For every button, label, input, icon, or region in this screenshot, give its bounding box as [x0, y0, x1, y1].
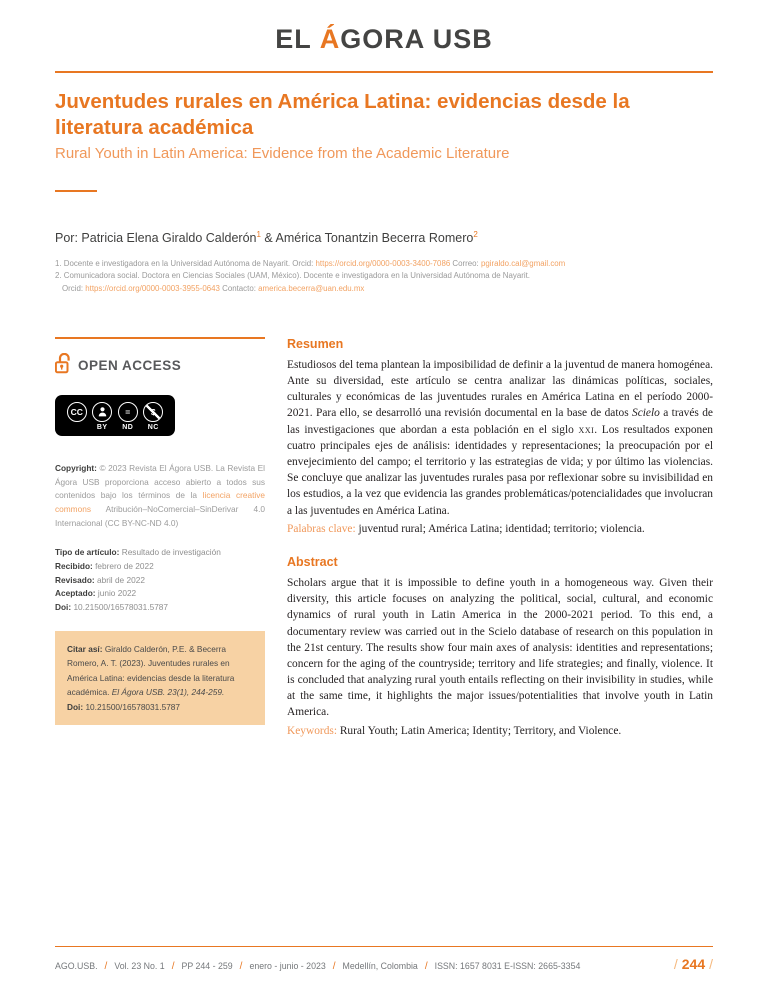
cc-label-row — [64, 424, 166, 431]
cc-nc-icon: $ — [143, 402, 163, 422]
footer-city: Medellín, Colombia — [342, 961, 418, 971]
resumen-paragraph — [287, 357, 713, 519]
footnote-1-mid: Correo: — [450, 259, 481, 269]
title-block — [55, 89, 713, 192]
cc-license-badge[interactable] — [55, 395, 175, 436]
logo-prefix: EL — [275, 24, 320, 54]
resumen-part-a: Estudiosos del tema plantean la imposibilidad de definir a la juventud de manera homogénea. Ante su diversidad, este artículo se centra analizar las dinámicas políticas, sociales, culturales y económicas de las juventudes rurales en América Latina en el período 2000-2021. Para ello, se desarrolló una revisión documental en la base de datos — [287, 358, 713, 420]
page-footer — [55, 946, 713, 973]
author-1-footnote-ref: 1 — [256, 229, 261, 239]
citation-doi-value: 10.21500/16578031.5787 — [83, 701, 181, 712]
footer-row — [55, 956, 713, 972]
abstract-paragraph: Scholars argue that it is impossible to define youth in a homogeneous way. Given their diversity, this article focuses on analyzing the political, social, cultural, and economic dynamics of rural youth in Latin America in the 2000-2021 period. To this end, a documentary review was carried out in the Scielo database of research on this population in the 21st century. The results show four main axes of analysis: identities and representations; concern for the aging of the countryside; territory and life strategies; and finally, violence. It is concluded that analyzing rural youth entails reflecting on their invisibility in studies, while at the same time, it highlights the major issues/potentialities that involve youth in Latin America. — [287, 576, 713, 719]
author-2: América Tonantzin Becerra Romero — [275, 231, 474, 246]
open-access-label: OPEN ACCESS — [78, 358, 182, 374]
abstract-block — [287, 555, 713, 739]
cc-license-link[interactable]: licencia creative commons — [55, 490, 265, 514]
citation-body: Giraldo Calderón, P.E. & Becerra Romero, A. T. (2023). Juventudes rurales en América Latina: evidencias desde la literatura académica. — [67, 643, 235, 698]
citation-box — [55, 631, 265, 726]
copyright-notice — [55, 462, 265, 530]
footnote-2-prefix: Orcid: — [62, 283, 86, 293]
article-info-sidebar — [55, 337, 265, 739]
resumen-part-c: . Los resultados exponen cuatro principales ejes de análisis: identidades y representaciones; la preocupación por el envejecimiento del campo; el territorio y las estrategias de vida; y por último las violencias. Se concluye que analizar las juventudes rurales pasa por reflexionar sobre su invisibilidad en los estudios, a la vez que evidencia las grandes problemáticas/potencialidades que involucran a las juventudes en América Latina. — [287, 423, 713, 517]
resumen-scielo: Scielo — [632, 407, 660, 420]
byline — [55, 230, 713, 245]
content-columns — [55, 337, 713, 739]
palabras-clave-line — [287, 521, 713, 537]
page-number-slash: / — [709, 956, 713, 972]
meta-revised — [55, 574, 265, 588]
resumen-heading: Resumen — [287, 336, 344, 351]
page-number — [674, 956, 713, 972]
page-number-slash: / — [673, 956, 678, 972]
footnote-2-text: 2. Comunicadora social. Doctora en Ciencias Sociales (UAM, México). Docente e investigadora en la Universidad Autónoma de Nayarit. — [55, 271, 530, 281]
cc-nd-icon: = — [118, 402, 138, 422]
meta-value: Resultado de investigación — [119, 547, 221, 558]
footnote-2-email-link[interactable]: america.becerra@uan.edu.mx — [258, 283, 365, 293]
meta-label: Tipo de artículo: — [55, 547, 120, 558]
footnote-1-email-link[interactable]: pgiraldo.cal@gmail.com — [480, 259, 566, 269]
open-access-badge — [55, 353, 265, 379]
citation-label: Citar así: — [67, 643, 103, 654]
footer-separator: / — [104, 961, 108, 972]
meta-value: junio 2022 — [95, 588, 137, 599]
footer-period: enero - junio - 2023 — [249, 961, 326, 971]
footer-separator: / — [171, 961, 175, 972]
footer-separator: / — [239, 961, 243, 972]
palabras-clave-text: juventud rural; América Latina; identidad; territorio; violencia. — [355, 522, 645, 535]
meta-article-type — [55, 546, 265, 560]
footer-volume: Vol. 23 No. 1 — [114, 961, 165, 971]
cc-icon-row — [64, 402, 166, 422]
sidebar-divider — [55, 337, 265, 339]
resumen-part-b: a través de las investigaciones que abordan a esta población en el siglo — [287, 407, 713, 436]
logo-accent: Á — [319, 24, 341, 54]
meta-accepted — [55, 587, 265, 601]
resumen-siglo: xxi — [578, 423, 595, 436]
author-footnotes — [55, 258, 713, 295]
keywords-label: Keywords: — [287, 724, 337, 737]
meta-label: Revisado: — [55, 574, 95, 585]
article-title-es: Juventudes rurales en América Latina: evidencias desde la literatura académica — [55, 90, 630, 140]
byline-amp: & — [260, 231, 276, 246]
footnote-1-orcid-link[interactable]: https://orcid.org/0000-0003-3400-7086 — [315, 259, 451, 269]
open-lock-icon — [55, 353, 71, 379]
abstract-heading: Abstract — [287, 554, 338, 569]
footer-items — [55, 961, 674, 972]
keywords-line — [287, 723, 713, 739]
title-divider — [55, 190, 97, 192]
copyright-tail: Atribución–NoComercial–SinDerivar 4.0 Internacional (CC BY-NC-ND 4.0) — [55, 503, 265, 528]
meta-value: febrero de 2022 — [92, 561, 154, 571]
meta-label: Aceptado: — [55, 588, 96, 599]
palabras-clave-label: Palabras clave: — [287, 522, 356, 535]
cc-label-by: BY — [96, 423, 108, 431]
footer-separator: / — [332, 961, 336, 972]
copyright-intro: © 2023 Revista El Ágora USB. La Revista El Ágora USB proporciona acceso abierto a todos sus contenidos bajo los términos de la — [55, 462, 265, 501]
article-title-en: Rural Youth in Latin America: Evidence from the Academic Literature — [55, 145, 510, 163]
cc-label-nc: NC — [147, 423, 159, 431]
keywords-text: Rural Youth; Latin America; Identity; Territory, and Violence. — [336, 724, 622, 737]
footnote-2-mid: Contacto: — [219, 283, 259, 293]
meta-label: Recibido: — [55, 561, 93, 571]
footnote-2-orcid-link[interactable]: https://orcid.org/0000-0003-3955-0643 — [85, 283, 220, 293]
footer-divider — [55, 946, 713, 948]
cc-label-nd: ND — [122, 423, 134, 431]
meta-value: 10.21500/16578031.5787 — [71, 602, 169, 613]
citation-tail: 23(1), 244-259. — [165, 687, 225, 698]
citation-doi — [67, 700, 253, 715]
meta-label: Doi: — [55, 602, 72, 613]
meta-doi — [55, 601, 265, 615]
footer-separator: / — [424, 961, 428, 972]
meta-value: abril de 2022 — [94, 574, 145, 585]
article-metadata — [55, 546, 265, 614]
citation-journal: El Ágora USB. — [111, 687, 166, 698]
author-2-footnote-ref: 2 — [473, 229, 478, 239]
meta-received — [55, 560, 265, 574]
cc-by-person-icon — [92, 402, 112, 422]
footer-journal: AGO.USB. — [55, 961, 98, 971]
page-number-value: 244 — [681, 956, 706, 972]
copyright-label: Copyright: — [55, 462, 97, 473]
abstracts-column — [287, 337, 713, 739]
footer-pages: PP 244 - 259 — [181, 961, 233, 971]
footnote-1-text: 1. Docente e investigadora en la Universidad Autónoma de Nayarit. Orcid: — [55, 259, 316, 269]
footnote-2 — [55, 270, 713, 282]
footnote-1 — [55, 258, 713, 270]
header-divider — [55, 71, 713, 73]
logo-suffix: GORA USB — [340, 24, 493, 54]
footnote-2-line2 — [62, 283, 713, 295]
author-1: Patricia Elena Giraldo Calderón — [81, 231, 257, 246]
cc-icon: CC — [67, 402, 87, 422]
byline-prefix: Por: — [55, 231, 82, 246]
journal-logo — [0, 0, 768, 55]
citation-text — [67, 642, 253, 700]
citation-doi-label: Doi: — [67, 701, 84, 712]
footer-issn: ISSN: 1657 8031 E-ISSN: 2665-3354 — [434, 961, 581, 971]
